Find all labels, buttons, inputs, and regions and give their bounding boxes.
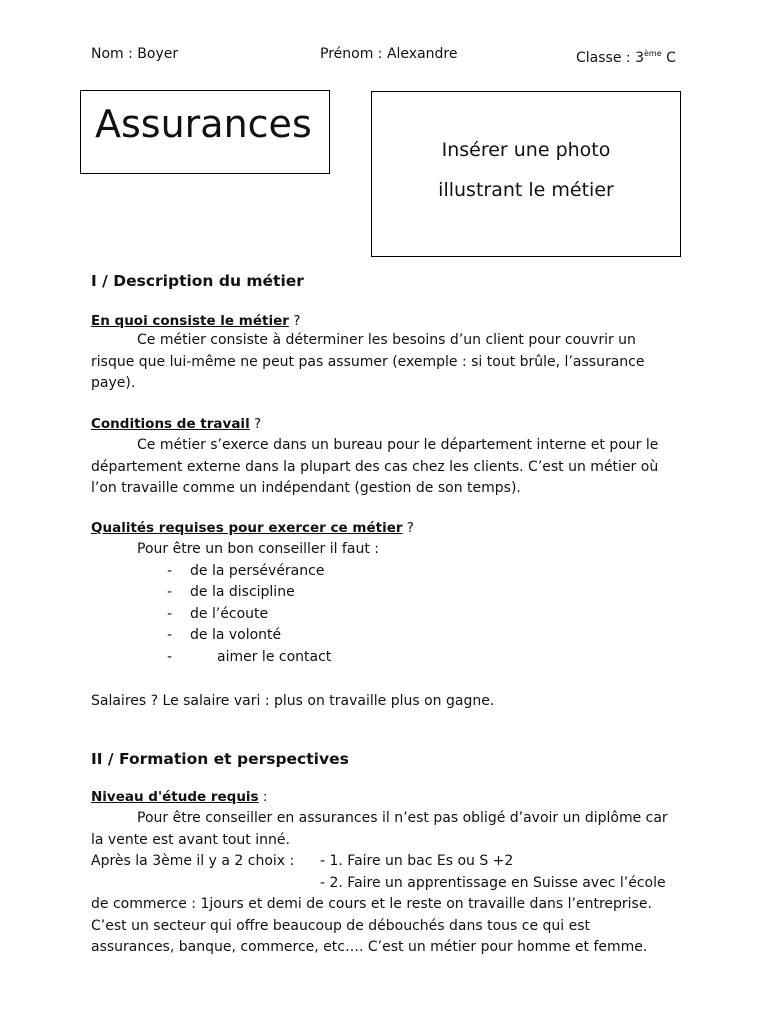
answer-niveau-line: la vente est avant tout inné.: [91, 831, 290, 848]
list-item: - de l’écoute: [167, 605, 269, 622]
question-conditions-label: Conditions de travail: [91, 416, 250, 432]
qualites-list: [0, 561, 711, 669]
student-name: Nom : Boyer: [91, 46, 179, 62]
answer-metier-line: risque que lui-même ne peut pas assumer (exemple : si tout brûle, l’assurance: [91, 353, 645, 370]
question-niveau: [91, 787, 267, 807]
question-conditions-suffix: ?: [249, 416, 262, 432]
section2-heading: II / Formation et perspectives: [91, 750, 349, 768]
answer-conditions-line: département externe dans la plupart des cas chez les clients. C’est un métier où: [91, 458, 659, 475]
list-item: - de la discipline: [167, 584, 295, 600]
answer-niveau-choice2: - 2. Faire un apprentissage en Suisse avec l’école: [320, 874, 666, 891]
answer-conditions-line: Ce métier s’exerce dans un bureau pour le département interne et pour le: [137, 437, 659, 453]
question-metier: [91, 311, 300, 331]
list-item: - de la volonté: [167, 627, 282, 643]
student-class: [576, 44, 676, 68]
question-metier-label: En quoi consiste le métier: [91, 313, 289, 329]
answer-niveau-choice-row: [91, 851, 711, 873]
answer-niveau-choice1: - 1. Faire un bac Es ou S +2: [320, 853, 514, 869]
class-suffix: C: [661, 50, 676, 66]
answer-metier: [91, 330, 711, 395]
answer-niveau-line: assurances, banque, commerce, etc…. C’est un métier pour homme et femme.: [91, 939, 648, 955]
class-superscript: ème: [643, 49, 662, 58]
answer-niveau-line: Pour être conseiller en assurances il n’est pas obligé d’avoir un diplôme car: [137, 810, 668, 826]
photo-placeholder: [371, 91, 681, 257]
question-qualites-suffix: ?: [402, 520, 414, 536]
question-conditions: [91, 414, 261, 434]
list-item: - aimer le contact: [167, 648, 332, 665]
qualites-intro: Pour être un bon conseiller il faut :: [137, 541, 379, 557]
photo-placeholder-line1: Insérer une photo: [441, 139, 611, 161]
answer-metier-line: paye).: [91, 375, 136, 391]
answer-conditions: [91, 435, 711, 500]
question-metier-suffix: ?: [288, 313, 301, 329]
photo-placeholder-line2: illustrant le métier: [438, 179, 614, 201]
class-prefix: Classe : 3: [576, 50, 644, 66]
answer-metier-line: Ce métier consiste à déterminer les besoins d’un client pour couvrir un: [137, 332, 636, 348]
answer-niveau-line: de commerce : 1jours et demi de cours et le reste on travaille dans l’entreprise.: [91, 896, 652, 912]
answer-niveau-line: Après la 3ème il y a 2 choix :: [91, 853, 295, 869]
answer-conditions-line: l’on travaille comme un indépendant (gestion de son temps).: [91, 480, 521, 496]
title-box: [80, 90, 330, 174]
list-item: - de la persévérance: [167, 562, 325, 579]
question-niveau-label: Niveau d'étude requis: [91, 789, 259, 805]
question-qualites: [91, 518, 414, 538]
question-qualites-label: Qualités requises pour exercer ce métier: [91, 520, 403, 536]
section1-heading: I / Description du métier: [91, 272, 304, 290]
page-title: Assurances: [95, 102, 312, 146]
answer-qualites: [91, 539, 711, 668]
salaires-line: Salaires ? Le salaire vari : plus on travaille plus on gagne.: [91, 693, 495, 709]
answer-niveau-line: C’est un secteur qui offre beaucoup de débouchés dans tous ce qui est: [91, 917, 591, 934]
student-firstname: Prénom : Alexandre: [320, 46, 458, 62]
question-niveau-suffix: :: [258, 789, 268, 805]
answer-niveau: [91, 808, 711, 959]
